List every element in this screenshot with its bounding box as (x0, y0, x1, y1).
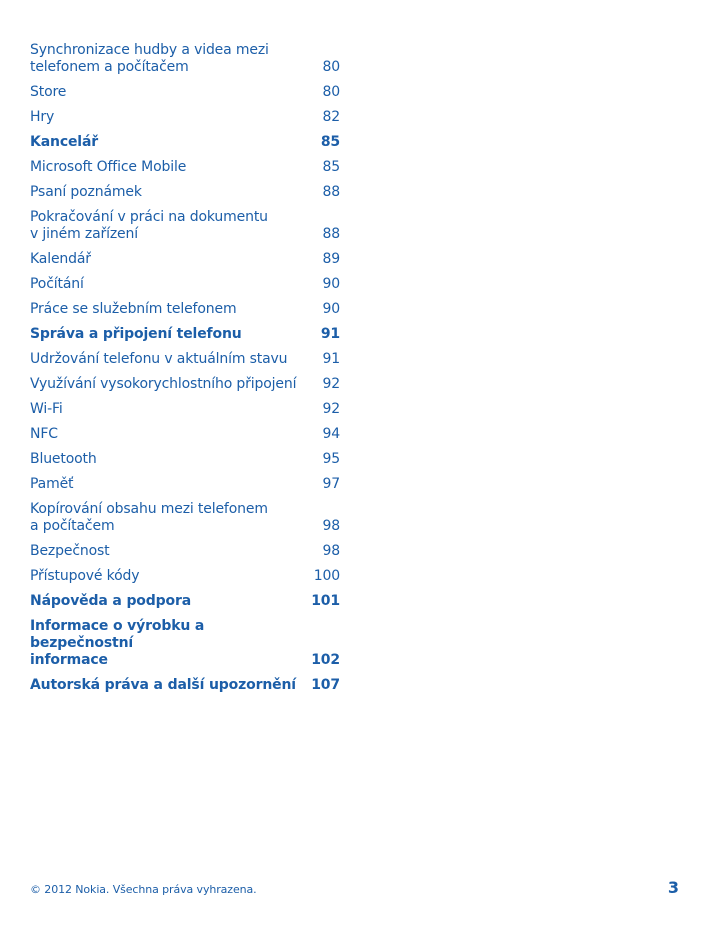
toc-entry-page-number: 98 (322, 518, 340, 534)
toc-entry[interactable] (30, 568, 340, 585)
toc-entry-page-number: 90 (322, 301, 340, 317)
toc-entry-title-line: Kalendář (30, 251, 91, 267)
toc-entry-title (30, 134, 310, 151)
toc-entry-title (30, 476, 310, 493)
toc-entry-page-number: 92 (322, 376, 340, 392)
toc-entry-title (30, 209, 310, 243)
toc-entry-title-line: Store (30, 84, 67, 100)
toc-entry-page-number: 107 (311, 677, 340, 693)
toc-entry[interactable] (30, 351, 340, 368)
toc-entry-page-number: 101 (311, 593, 340, 609)
toc-entry-title (30, 109, 310, 126)
toc-entry-page-number: 85 (322, 159, 340, 175)
toc-entry-title-line: Psaní poznámek (30, 184, 142, 200)
toc-entry-page-number: 90 (322, 276, 340, 292)
toc-entry-page-number: 102 (311, 652, 340, 668)
toc-section-entry[interactable] (30, 134, 340, 151)
toc-entry-title (30, 593, 310, 610)
toc-entry-page-number: 92 (322, 401, 340, 417)
toc-entry-title (30, 451, 310, 468)
toc-entry-page-number: 97 (322, 476, 340, 492)
toc-section-entry[interactable] (30, 326, 340, 343)
toc-entry-title-line: Kancelář (30, 134, 99, 150)
toc-entry[interactable] (30, 276, 340, 293)
toc-entry-title-line: Využívání vysokorychlostního připojení (30, 376, 297, 392)
toc-entry-title-line: informace (30, 652, 108, 668)
toc-entry[interactable] (30, 401, 340, 418)
toc-entry-title (30, 159, 310, 176)
toc-entry-title-line: v jiném zařízení (30, 226, 138, 242)
toc-entry-title-line: Udržování telefonu v aktuálním stavu (30, 351, 288, 367)
toc-entry-page-number: 100 (313, 568, 340, 584)
toc-entry[interactable] (30, 451, 340, 468)
toc-entry-title (30, 376, 310, 393)
toc-entry[interactable] (30, 543, 340, 560)
toc-entry-title-line: Hry (30, 109, 55, 125)
toc-entry-page-number: 88 (322, 184, 340, 200)
toc-entry-title (30, 677, 310, 694)
toc-entry-title (30, 326, 310, 343)
toc-entry-title-line: Paměť (30, 476, 74, 492)
toc-entry-title (30, 568, 310, 585)
toc-entry-title (30, 401, 310, 418)
toc-entry[interactable] (30, 109, 340, 126)
page-number: 3 (667, 878, 679, 897)
toc-entry-title-line: telefonem a počítačem (30, 59, 189, 75)
toc-entry-title-line: NFC (30, 426, 58, 442)
toc-entry[interactable] (30, 84, 340, 101)
toc-entry[interactable] (30, 42, 340, 76)
toc-entry-title-line: a počítačem (30, 518, 115, 534)
toc-entry[interactable] (30, 159, 340, 176)
toc-entry-title-line: Autorská práva a další upozornění (30, 677, 296, 693)
toc-entry-page-number: 82 (322, 109, 340, 125)
toc-entry-title-line: Kopírování obsahu mezi telefonem (30, 501, 268, 517)
toc-entry-page-number: 98 (322, 543, 340, 559)
toc-entry[interactable] (30, 209, 340, 243)
toc-entry[interactable] (30, 476, 340, 493)
toc-entry-title (30, 301, 310, 318)
toc-entry-title-line: Bluetooth (30, 451, 97, 467)
toc-entry-title (30, 426, 310, 443)
toc-entry-title-line: Synchronizace hudby a videa mezi (30, 42, 269, 58)
toc-section-entry[interactable] (30, 677, 340, 694)
toc-entry[interactable] (30, 376, 340, 393)
toc-entry[interactable] (30, 426, 340, 443)
toc-entry-title (30, 276, 310, 293)
toc-entry-title-line: Práce se služebním telefonem (30, 301, 237, 317)
toc-entry-title-line: Informace o výrobku a bezpečnostní (30, 618, 205, 651)
toc-entry-title-line: Přístupové kódy (30, 568, 140, 584)
toc-entry-title-line: Microsoft Office Mobile (30, 159, 187, 175)
toc-entry[interactable] (30, 501, 340, 535)
table-of-contents (30, 42, 340, 702)
toc-entry[interactable] (30, 251, 340, 268)
toc-entry-title-line: Počítání (30, 276, 84, 292)
toc-entry-page-number: 95 (322, 451, 340, 467)
toc-section-entry[interactable] (30, 593, 340, 610)
copyright-notice: © 2012 Nokia. Všechna práva vyhrazena. (30, 883, 257, 896)
toc-entry[interactable] (30, 301, 340, 318)
toc-entry-title-line: Správa a připojení telefonu (30, 326, 242, 342)
toc-entry-page-number: 80 (322, 84, 340, 100)
toc-entry-title (30, 251, 310, 268)
toc-entry-title (30, 184, 310, 201)
toc-entry-title (30, 543, 310, 560)
toc-entry-page-number: 91 (322, 351, 340, 367)
page-footer (30, 878, 679, 897)
toc-entry[interactable] (30, 184, 340, 201)
toc-entry-title-line: Wi-Fi (30, 401, 63, 417)
toc-entry-title (30, 501, 310, 535)
toc-entry-title (30, 351, 310, 368)
toc-entry-title (30, 42, 310, 76)
toc-entry-page-number: 85 (320, 134, 340, 150)
toc-entry-page-number: 91 (320, 326, 340, 342)
toc-entry-title-line: Bezpečnost (30, 543, 110, 559)
toc-entry-title (30, 618, 310, 669)
toc-entry-title-line: Pokračování v práci na dokumentu (30, 209, 268, 225)
toc-entry-title (30, 84, 310, 101)
toc-section-entry[interactable] (30, 618, 340, 669)
toc-entry-page-number: 94 (322, 426, 340, 442)
toc-entry-page-number: 80 (322, 59, 340, 75)
toc-entry-page-number: 88 (322, 226, 340, 242)
toc-entry-title-line: Nápověda a podpora (30, 593, 192, 609)
toc-entry-page-number: 89 (322, 251, 340, 267)
